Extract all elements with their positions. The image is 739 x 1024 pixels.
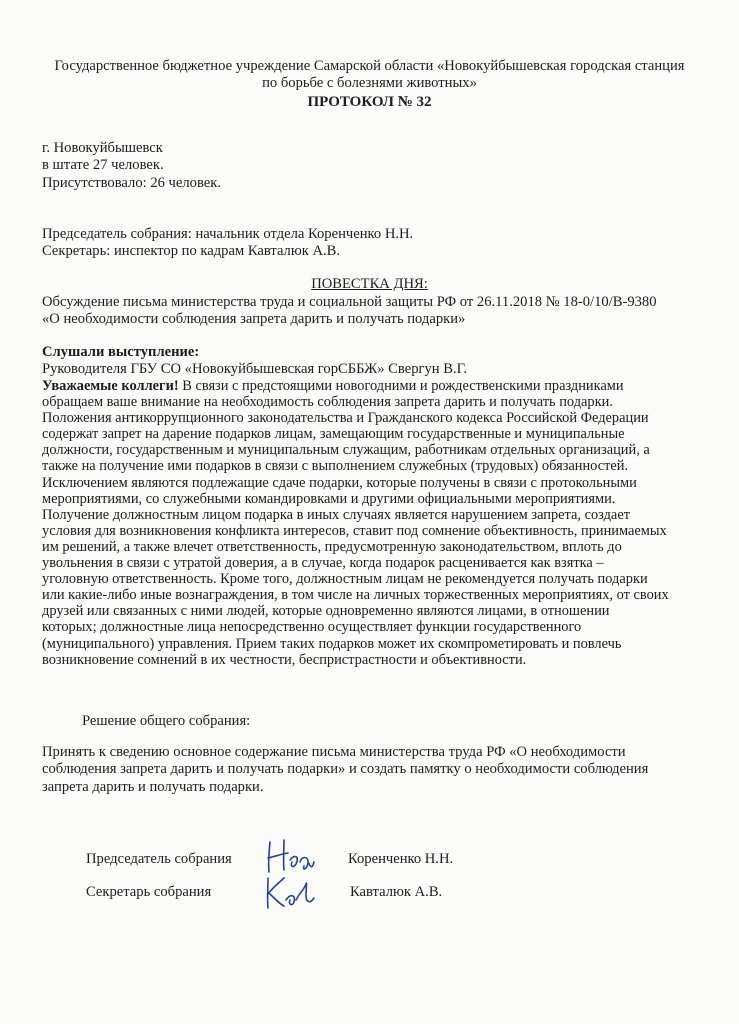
speech-line: Положения антикоррупционного законодательства и Гражданского кодекса Российской Федерации: [42, 410, 649, 427]
chair-signature-name: Коренченко Н.Н.: [348, 851, 454, 867]
decision-line: запрета дарить и получать подарки.: [42, 778, 264, 795]
city: г. Новокуйбышевск: [42, 140, 163, 156]
chair-handwritten-signature: [262, 836, 322, 876]
speech-line: возникновение сомнений в их честности, беспристрастности и объективности.: [42, 651, 527, 668]
agenda: [42, 294, 702, 329]
organization-line-2: по борьбе с болезнями животных»: [262, 75, 477, 91]
speech-line: увольнения в связи с утратой доверия, а в случае, когда подарок расценивается как взятка –: [42, 555, 604, 572]
chair-signature-label: Председатель собрания: [86, 851, 232, 867]
agenda-line-1: Обсуждение письма министерства труда и социальной защиты РФ от 26.11.2018 № 18-0/10/В-9380: [42, 294, 657, 310]
speech-line: которых; должностные лица непосредственно осуществляет функции государственного: [42, 619, 582, 636]
document-header: [30, 58, 709, 111]
speech-line: Исключением являются подлежащие сдаче подарки, которые получены в связи с протокольными: [42, 474, 637, 491]
speech-line: им решений, а также влечет ответственность, предусмотренную законодательством, вплоть до: [42, 538, 622, 555]
agenda-heading: ПОВЕСТКА ДНЯ:: [311, 276, 428, 292]
meeting-meta: [42, 140, 221, 192]
speech-line: обращаем ваше внимание на необходимость соблюдения запрета дарить и получать подарки.: [42, 394, 613, 411]
speech-line: мероприятиями, со служебными командировками и другими официальными мероприятиями.: [42, 490, 616, 507]
speech-text: [42, 378, 704, 668]
organization-line-1: Государственное бюджетное учреждение Самарской области «Новокуйбышевская городская станция: [54, 58, 685, 74]
speech-line: друзей или связанных с ними людей, которые одновременно являются лицами, в отношении: [42, 603, 610, 620]
decision-line: соблюдения запрета дарить и получать подарки» и создать памятку о необходимости соблюдения: [42, 761, 649, 778]
speech-greeting: Уважаемые коллеги!: [42, 378, 179, 394]
decision-heading: Решение общего собрания:: [82, 713, 251, 729]
heard-heading: Слушали выступление:: [42, 344, 200, 360]
protocol-title: ПРОТОКОЛ № 32: [307, 94, 432, 110]
speaker-line: Руководителя ГБУ СО «Новокуйбышевская горСББЖ» Свергун В.Г.: [42, 361, 468, 378]
decision-text: [42, 744, 682, 796]
meeting-officials: [42, 226, 413, 261]
present-count: Присутствовало: 26 человек.: [42, 174, 221, 191]
secretary-signature-label: Секретарь собрания: [86, 884, 212, 900]
speech-line: или какие-либо иные вознаграждения, в том числе на личных торжественных мероприятиях, от своих: [42, 587, 669, 604]
speech-line: Уважаемые коллеги! В связи с предстоящими новогодними и рождественскими праздниками: [42, 378, 624, 394]
speech-line: Получение должностным лицом подарка в иных случаях является нарушением запрета, создает: [42, 506, 630, 523]
secretary-handwritten-signature: [262, 872, 322, 912]
secretary-line: Секретарь: инспектор по кадрам Кавталюк А.В.: [42, 243, 341, 260]
speech-line: уголовную ответственность. Кроме того, должностным лицам не рекомендуется получать подарки: [42, 571, 648, 588]
speech-line: содержат запрет на дарение подарков лицам, замещающим государственные и муниципальные: [42, 426, 625, 443]
decision-line: Принять к сведению основное содержание письма министерства труда РФ «О необходимости: [42, 744, 626, 760]
speech-line: также на получение ими подарков в связи с выполнением служебных (трудовых) обязанностей.: [42, 458, 629, 475]
speech-line: (муниципального) управления. Прием таких подарков может их скомпрометировать и повлечь: [42, 635, 622, 652]
secretary-signature-name: Кавталюк А.В.: [350, 884, 443, 900]
chair-signature-row: [0, 851, 739, 875]
secretary-signature-row: [0, 884, 739, 908]
speech-line: условия для возникновения конфликта интересов, ставит под сомнение объективность, принимаемых: [42, 522, 667, 539]
chair-line: Председатель собрания: начальник отдела Коренченко Н.Н.: [42, 226, 414, 242]
staff-count: в штате 27 человек.: [42, 157, 164, 174]
heard-section: [42, 344, 702, 379]
speech-line: должности, государственным и муниципальным служащим, работникам отдельных организаций, а: [42, 442, 650, 459]
agenda-line-2: «О необходимости соблюдения запрета дарить и получать подарки»: [42, 311, 466, 328]
